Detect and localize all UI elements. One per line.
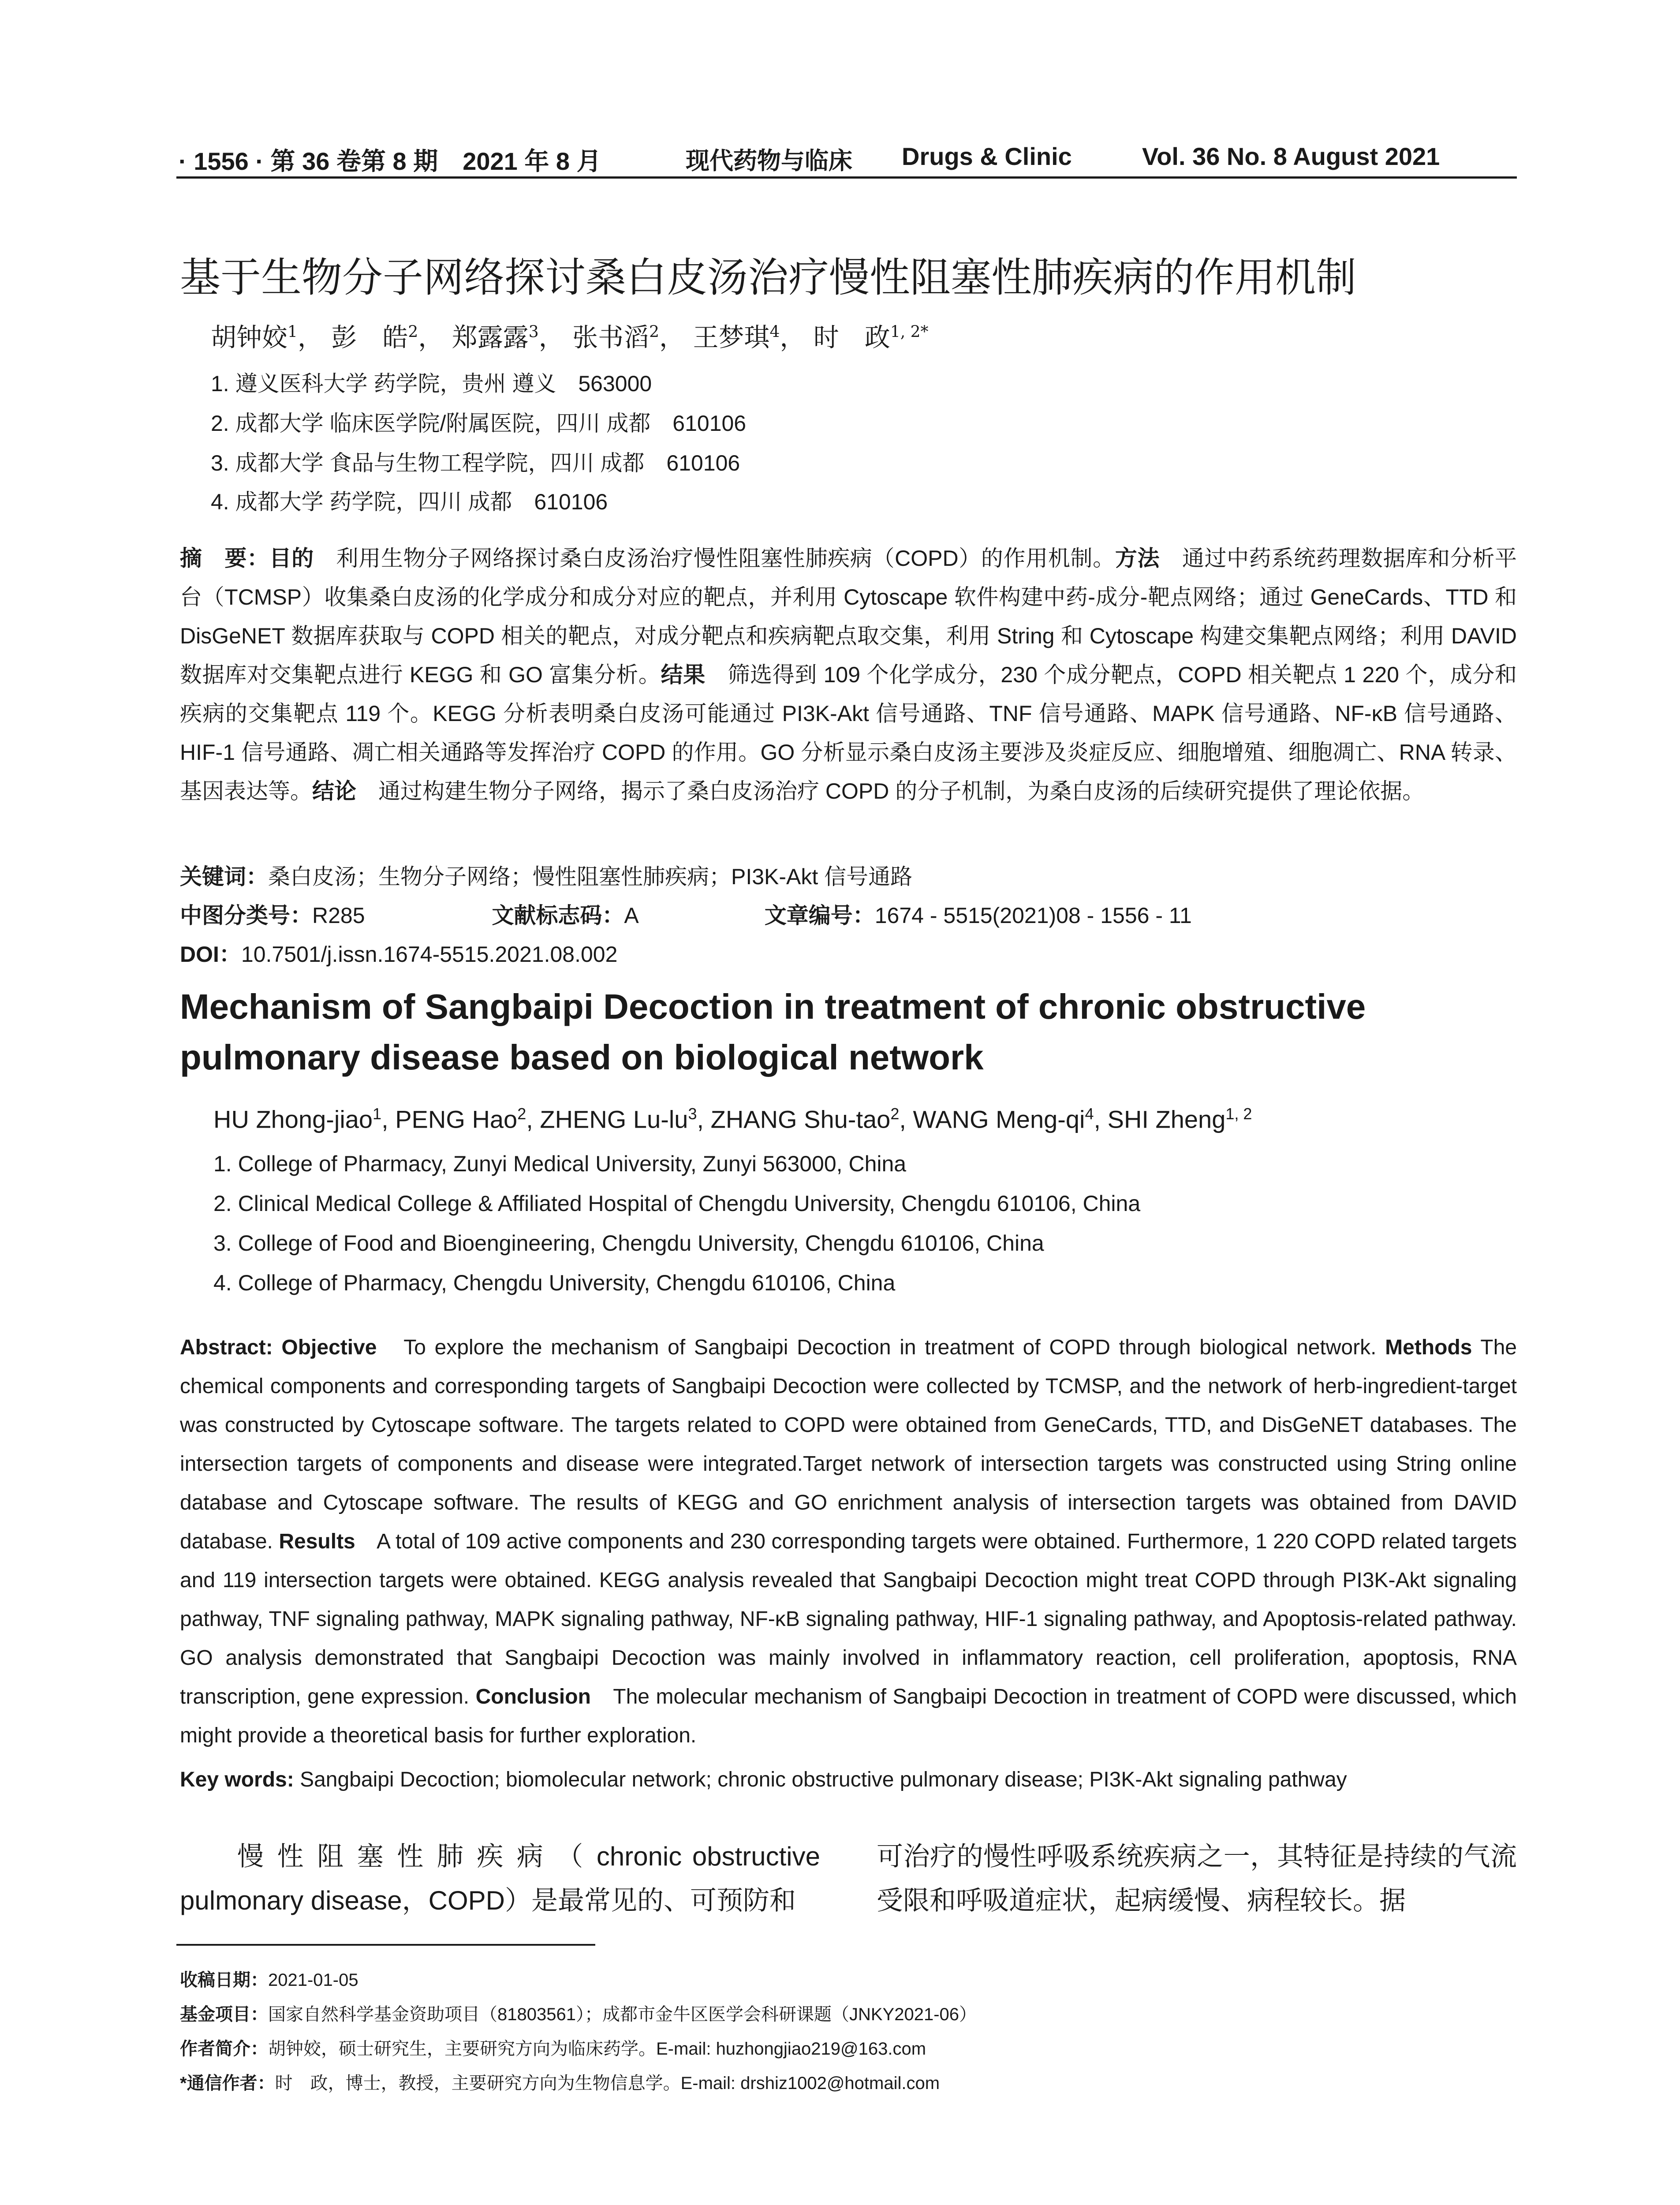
author-sup: 2 (649, 323, 659, 341)
affiliation-cn: 1. 遵义医科大学 药学院，贵州 遵义 563000 (211, 371, 652, 396)
title-en: Mechanism of Sangbaipi Decoction in treatment of chronic obstructive pulmonary disease based on biological network (180, 987, 1366, 1077)
author-sup: 2 (408, 323, 418, 341)
author-sup: 1, 2* (890, 323, 929, 341)
author-name: 时 政 (813, 322, 890, 352)
fund-value: 国家自然科学基金资助项目（81803561）；成都市金牛区医学会科研课题（JNKY2021-06） (268, 2005, 977, 2024)
author-name: WANG Meng-qi (913, 1105, 1085, 1133)
author-label: 作者简介： (180, 2039, 268, 2059)
doc-value: A (624, 903, 638, 928)
conclusion-label: Conclusion (475, 1685, 591, 1708)
abstract-cn (180, 539, 1517, 811)
keywords-label: 关键词： (180, 864, 268, 889)
clc-label: 中图分类号： (180, 903, 312, 928)
author-sup: 3 (528, 323, 539, 341)
author-sup: 3 (688, 1105, 697, 1123)
corr-label: *通信作者： (180, 2074, 275, 2093)
article-label: 文章编号： (764, 903, 875, 928)
conclusion-text: 通过构建生物分子网络，揭示了桑白皮汤治疗 COPD 的分子机制，为桑白皮汤的后续研究提供了理论依据。 (378, 779, 1425, 804)
author-name: PENG Hao (395, 1105, 518, 1133)
methods-label: Methods (1385, 1336, 1472, 1359)
doi-line (180, 937, 617, 968)
results-text: A total of 109 active components and 230 corresponding targets were obtained. Furthermore, 1 220 COPD related targets and 119 intersection targets were obtained. KEGG analysis revealed that Sangbaipi Decoction might treat COPD through PI3K-Akt signaling pathway, TNF signaling pathway, MAPK signaling pathway, NF-κB signaling pathway, HIF-1 signaling pathway, and Apoptosis-related pathway. GO analysis demonstrated that Sangbaipi Decoction was mainly involved in inflammatory reaction, cell proliferation, apoptosis, RNA transcription, gene expression. (180, 1530, 1517, 1708)
results-label: 结果 (661, 662, 706, 687)
authors-en: HU Zhong-jiao$^1$, PENG Hao$^2$, ZHENG $Lu-lu^3$, ZHANG Shu-tao$^2$, WANG Meng-$qi^4$, SHI Zheng$^{1, 2}$ (213, 1105, 1252, 1133)
affiliation-cn: 4. 成都大学 药学院，四川 成都 610106 (211, 490, 608, 514)
footnote-rule (176, 1944, 595, 1946)
footnote-author (180, 2035, 926, 2060)
author-sup: 1 (287, 323, 298, 341)
author-name: ZHANG Shu-tao (710, 1105, 891, 1133)
methods-text: The chemical components and corresponding targets of Sangbaipi Decoction were collected by TCMSP, and the network of herb-ingredient-target was constructed by Cytoscape software. The targets related to COPD were obtained from GeneCards, TTD, and DisGeNET databases. The intersection targets of components and disease were integrated.Target network of intersection targets was constructed using String online database and Cytoscape software. The results of KEGG and GO enrichment analysis of intersection targets was obtained from DAVID database. (180, 1336, 1517, 1553)
fund-label: 基金项目： (180, 2005, 268, 2024)
journal-name-cn: 现代药物与临床 (686, 146, 852, 175)
doi-label: DOI： (180, 942, 241, 967)
author-sup: 1, 2 (1225, 1105, 1252, 1123)
received-value: 2021-01-05 (268, 1970, 358, 1990)
author-sup: 4 (769, 323, 780, 341)
author-name: 郑露露 (452, 322, 529, 352)
author-name: 王梦琪 (693, 322, 770, 352)
affiliation-en: 1. College of Pharmacy, Zunyi Medical University, Zunyi 563000, China (213, 1151, 907, 1176)
author-sup: 2 (517, 1105, 526, 1123)
journal-name-en: Drugs & Clinic (902, 142, 1072, 170)
methods-text: 通过中药系统药理数据库和分析平台（TCMSP）收集桑白皮汤的化学成分和成分对应的靶点，并利用 Cytoscape 软件构建中药-成分-靶点网络；通过 GeneCards、TTD 和 DisGeNET 数据库获取与 COPD 相关的靶点，对成分靶点和疾病靶点取交集，利用 String 和 Cytoscape 构建交集靶点网络；利用 DAVID 数据库对交集靶点进行 KEGG 和 GO 富集分析。 (180, 546, 1517, 687)
affiliation-en: 3. College of Food and Bioengineering, Chengdu University, Chengdu 610106, China (213, 1231, 1044, 1256)
body-right-column: 可治疗的慢性呼吸系统疾病之一，其特征是持续的气流受限和呼吸道症状，起病缓慢、病程较长。据 (877, 1842, 1517, 1915)
author-sup: 4 (1085, 1105, 1094, 1123)
conclusion-label: 结论 (312, 779, 356, 804)
results-label: Results (279, 1530, 355, 1553)
objective-label: 目的 (269, 546, 314, 571)
author-sup: 1 (373, 1105, 382, 1123)
footnote-corresponding (180, 2069, 940, 2094)
affiliation-en: 2. Clinical Medical College & Affiliated Hospital of Chengdu University, Chengdu 610106, China (213, 1191, 1141, 1216)
keywords-text: 桑白皮汤；生物分子网络；慢性阻塞性肺疾病；PI3K-Akt 信号通路 (268, 864, 913, 889)
keywords-cn (180, 859, 912, 891)
affiliation-cn: 3. 成都大学 食品与生物工程学院，四川 成都 610106 (211, 451, 740, 475)
author-name: ZHENG Lu-lu (540, 1105, 688, 1133)
header-rule (176, 176, 1517, 179)
body-left-column: 慢 性 阻 塞 性 肺 疾 病 （ chronic obstructive pulmonary disease，COPD）是最常见的、可预防和 (180, 1842, 820, 1915)
affiliation-cn: 2. 成都大学 临床医学院/附属医院，四川 成都 610106 (211, 411, 747, 436)
author-sup: 2 (890, 1105, 900, 1123)
keywords-text: Sangbaipi Decoction; biomolecular network; chronic obstructive pulmonary disease; PI3K-Akt signaling pathway (300, 1768, 1347, 1791)
article-value: 1674 - 5515(2021)08 - 1556 - 11 (874, 903, 1192, 928)
author-name: HU Zhong-jiao (213, 1105, 373, 1133)
clc-value: R285 (312, 903, 365, 928)
doc-label: 文献标志码： (492, 903, 624, 928)
author-name: 张书滔 (572, 322, 650, 352)
authors-cn: 胡钟姣$^1$， 彭 皓$^2$， 郑露露$^3$， 张书滔$^2$， 王梦琪$^4$， 时 政$^{1, 2*}$ (211, 322, 929, 352)
footnote-received (180, 1966, 358, 1991)
results-text: 筛选得到 109 个化学成分，230 个成分靶点，COPD 相关靶点 1 220 个，成分和疾病的交集靶点 119 个。KEGG 分析表明桑白皮汤可能通过 PI3K-Akt 信号通路、TNF 信号通路、MAPK 信号通路、NF-κB 信号通路、HIF-1 信号通路、凋亡相关通路等发挥治疗 COPD 的作用。GO 分析显示桑白皮汤主要涉及炎症反应、细胞增殖、细胞凋亡、RNA 转录、基因表达等。 (180, 662, 1517, 804)
conclusion-text: The molecular mechanism of Sangbaipi Decoction in treatment of COPD were discussed, which might provide a theoretical basis for further exploration. (180, 1685, 1517, 1747)
objective-text: 利用生物分子网络探讨桑白皮汤治疗慢性阻塞性肺疾病（COPD）的作用机制。 (336, 546, 1115, 571)
corr-value: 时 政，博士，教授，主要研究方向为生物信息学。E-mail: drshiz1002@hotmail.com (275, 2074, 940, 2093)
abstract-label: 摘 要： (180, 546, 269, 571)
abstract-label: Abstract: (180, 1336, 273, 1359)
objective-label: Objective (281, 1336, 377, 1359)
affiliation-en: 4. College of Pharmacy, Chengdu University, Chengdu 610106, China (213, 1271, 896, 1295)
page-info: · 1556 · 第 36 卷第 8 期 2021 年 8 月 (179, 147, 601, 175)
doi-value: 10.7501/j.issn.1674-5515.2021.08.002 (241, 942, 618, 967)
title-cn: 基于生物分子网络探讨桑白皮汤治疗慢性阻塞性肺疾病的作用机制 (180, 254, 1357, 301)
keywords-en (180, 1768, 1347, 1792)
footnote-fund (180, 2000, 977, 2026)
keywords-label: Key words: (180, 1768, 294, 1791)
author-name: 彭 皓 (331, 322, 408, 352)
classification-line (180, 898, 1192, 930)
methods-label: 方法 (1115, 546, 1160, 571)
volume-info: Vol. 36 No. 8 August 2021 (1142, 142, 1440, 170)
received-label: 收稿日期： (180, 1970, 268, 1990)
abstract-en (180, 1328, 1517, 1755)
author-value: 胡钟姣，硕士研究生，主要研究方向为临床药学。E-mail: huzhongjiao219@163.com (268, 2039, 926, 2059)
objective-text: To explore the mechanism of Sangbaipi Decoction in treatment of COPD through biological network. (403, 1336, 1377, 1359)
author-name: SHI Zheng (1107, 1105, 1226, 1133)
author-name: 胡钟姣 (211, 322, 288, 352)
